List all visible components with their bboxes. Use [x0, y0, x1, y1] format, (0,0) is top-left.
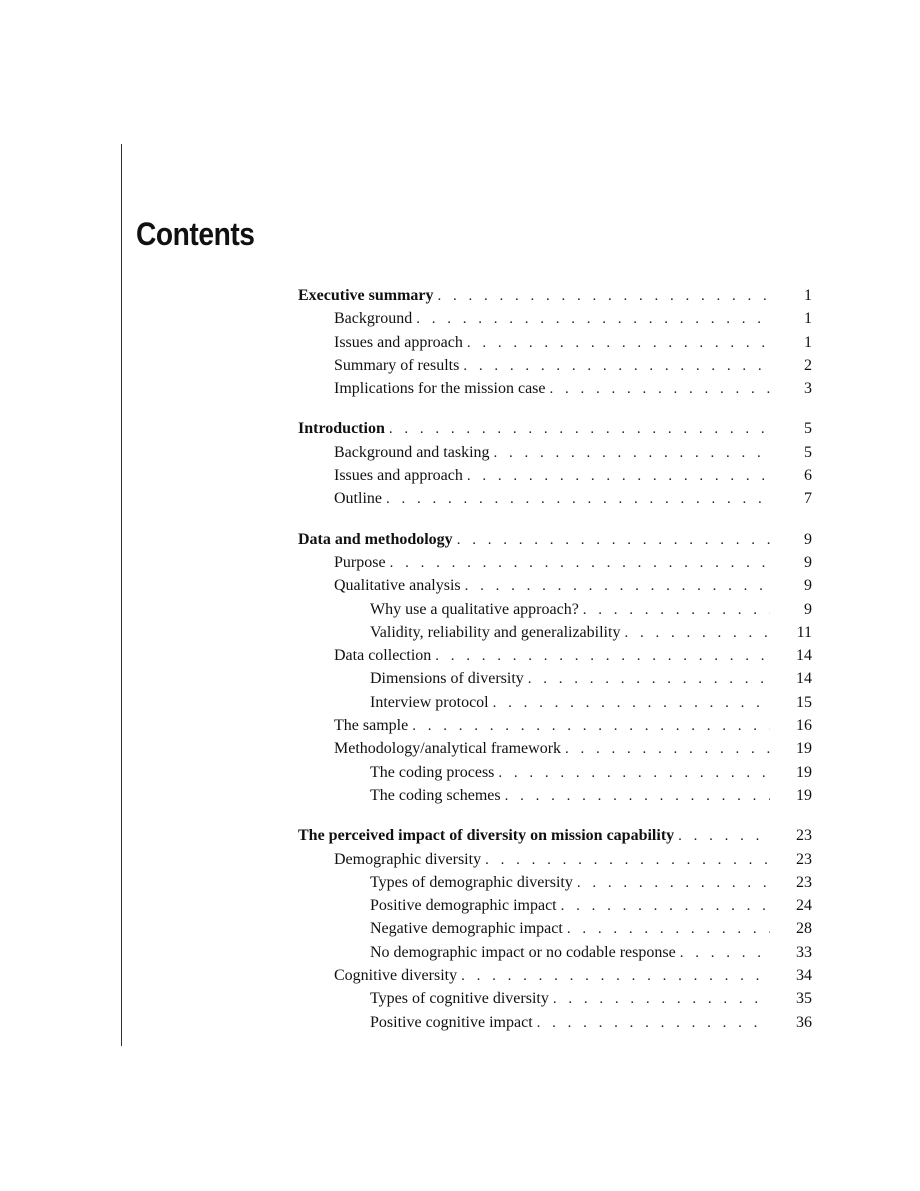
toc-page-number: 2: [804, 356, 812, 374]
toc-page-number: 23: [796, 873, 812, 891]
toc-entry-label: The coding process: [370, 763, 495, 781]
toc-page-number: 16: [796, 717, 812, 735]
dot-leader: [553, 988, 770, 1011]
dot-leader: [485, 849, 770, 872]
toc-entry-label: Background and tasking: [334, 443, 490, 461]
dot-leader: [467, 465, 770, 488]
toc-entry-label: The perceived impact of diversity on mission capability: [298, 827, 675, 845]
toc-entry[interactable]: [298, 667, 812, 690]
toc-page-number: 1: [804, 333, 812, 351]
toc-entry-label: Issues and approach: [334, 467, 463, 485]
toc-entry[interactable]: [298, 784, 812, 807]
dot-leader: [678, 825, 770, 848]
toc-entry[interactable]: [298, 307, 812, 330]
toc-page-number: 5: [804, 420, 812, 438]
toc-entry-label: Positive demographic impact: [370, 897, 557, 915]
toc-entry[interactable]: [298, 464, 812, 487]
toc-page-number: 33: [796, 943, 812, 961]
toc-entry[interactable]: [298, 621, 812, 644]
toc-entry[interactable]: [298, 574, 812, 597]
toc-page-number: 9: [804, 530, 812, 548]
toc-entry-label: Why use a qualitative approach?: [370, 600, 579, 618]
dot-leader: [389, 418, 770, 441]
toc-section: [298, 528, 812, 808]
dot-leader: [493, 692, 770, 715]
dot-leader: [416, 308, 770, 331]
toc-section: [298, 824, 812, 1034]
dot-leader: [438, 285, 770, 308]
toc-entry-label: Qualitative analysis: [334, 577, 461, 595]
toc-entry[interactable]: [298, 714, 812, 737]
toc-page-number: 23: [796, 827, 812, 845]
dot-leader: [467, 332, 770, 355]
dot-leader: [461, 965, 770, 988]
toc-page-number: 28: [796, 920, 812, 938]
dot-leader: [680, 942, 770, 965]
dot-leader: [561, 895, 770, 918]
toc-entry-label: Dimensions of diversity: [370, 670, 524, 688]
toc-entry-label: Data and methodology: [298, 530, 453, 548]
toc-page-number: 7: [804, 490, 812, 508]
toc-page-number: 5: [804, 443, 812, 461]
toc-entry-label: Outline: [334, 490, 382, 508]
toc-entry-label: Summary of results: [334, 356, 460, 374]
toc-page-number: 35: [796, 990, 812, 1008]
toc-page-number: 11: [796, 623, 812, 641]
toc-entry-label: Positive cognitive impact: [370, 1013, 533, 1031]
toc-page-number: 19: [796, 740, 812, 758]
toc-entry-label: Cognitive diversity: [334, 967, 458, 985]
toc-section: [298, 417, 812, 510]
toc-entry-label: Data collection: [334, 647, 432, 665]
toc-entry[interactable]: [298, 941, 812, 964]
toc-entry-label: Types of demographic diversity: [370, 873, 573, 891]
toc-page-number: 14: [796, 647, 812, 665]
dot-leader: [465, 575, 770, 598]
toc-entry-label: Introduction: [298, 420, 385, 438]
toc-page-number: 9: [804, 600, 812, 618]
toc-section: [298, 284, 812, 400]
toc-entry-label: Purpose: [334, 553, 386, 571]
toc-entry-label: Validity, reliability and generalizability: [370, 623, 621, 641]
toc-entry[interactable]: [298, 871, 812, 894]
toc-entry[interactable]: [298, 551, 812, 574]
dot-leader: [505, 785, 770, 808]
dot-leader: [390, 552, 770, 575]
toc-entry-label: Executive summary: [298, 287, 434, 304]
dot-leader: [412, 715, 770, 738]
margin-rule: [121, 144, 122, 1046]
page-title: Contents: [136, 216, 255, 252]
toc-entry-label: Demographic diversity: [334, 850, 482, 868]
toc-entry[interactable]: [298, 1011, 812, 1034]
dot-leader: [565, 738, 770, 761]
toc-page-number: 36: [796, 1013, 812, 1031]
toc-entry-label: Issues and approach: [334, 333, 463, 351]
dot-leader: [463, 355, 770, 378]
toc-page-number: 9: [804, 553, 812, 571]
dot-leader: [550, 378, 770, 401]
toc-entry-label: Methodology/analytical framework: [334, 740, 562, 758]
toc-entry-label: The sample: [334, 717, 409, 735]
toc-entry-label: Negative demographic impact: [370, 920, 563, 938]
dot-leader: [435, 645, 770, 668]
dot-leader: [528, 668, 770, 691]
toc-entry[interactable]: [298, 848, 812, 871]
dot-leader: [386, 488, 770, 511]
toc-page-number: 1: [804, 287, 812, 304]
dot-leader: [624, 622, 770, 645]
dot-leader: [577, 872, 770, 895]
toc-entry[interactable]: [298, 917, 812, 940]
toc-page-number: 14: [796, 670, 812, 688]
toc-entry[interactable]: [298, 761, 812, 784]
toc-entry[interactable]: [298, 894, 812, 917]
dot-leader: [457, 529, 770, 552]
toc-entry[interactable]: [298, 417, 812, 440]
toc-entry[interactable]: [298, 441, 812, 464]
toc-page-number: 23: [796, 850, 812, 868]
toc-entry-label: Background: [334, 310, 413, 328]
toc-page-number: 9: [804, 577, 812, 595]
dot-leader: [583, 599, 770, 622]
toc-entry-label: Types of cognitive diversity: [370, 990, 549, 1008]
toc-entry[interactable]: [298, 691, 812, 714]
toc-entry[interactable]: [298, 284, 812, 307]
toc-page-number: 1: [804, 310, 812, 328]
dot-leader: [537, 1012, 770, 1035]
toc-entry-label: Implications for the mission case: [334, 380, 546, 398]
toc-entry[interactable]: [298, 644, 812, 667]
dot-leader: [498, 762, 770, 785]
toc-entry[interactable]: [298, 377, 812, 400]
toc-entry[interactable]: [298, 824, 812, 847]
toc-entry[interactable]: [298, 987, 812, 1010]
toc-entry-label: No demographic impact or no codable response: [370, 943, 676, 961]
toc-entry[interactable]: [298, 737, 812, 760]
toc-page-number: 15: [796, 693, 812, 711]
toc-entry[interactable]: [298, 331, 812, 354]
toc-entry-label: Interview protocol: [370, 693, 489, 711]
toc-entry-label: The coding schemes: [370, 786, 501, 804]
toc-entry[interactable]: [298, 964, 812, 987]
toc-page-number: 24: [796, 897, 812, 915]
toc-entry[interactable]: [298, 487, 812, 510]
toc-entry[interactable]: [298, 354, 812, 377]
table-of-contents: [298, 284, 812, 1051]
toc-page-number: 3: [804, 380, 812, 398]
toc-entry[interactable]: [298, 528, 812, 551]
toc-page-number: 34: [796, 967, 812, 985]
toc-page-number: 19: [796, 763, 812, 781]
toc-entry[interactable]: [298, 598, 812, 621]
dot-leader: [567, 918, 770, 941]
toc-page-number: 6: [804, 467, 812, 485]
dot-leader: [494, 442, 770, 465]
toc-page-number: 19: [796, 786, 812, 804]
